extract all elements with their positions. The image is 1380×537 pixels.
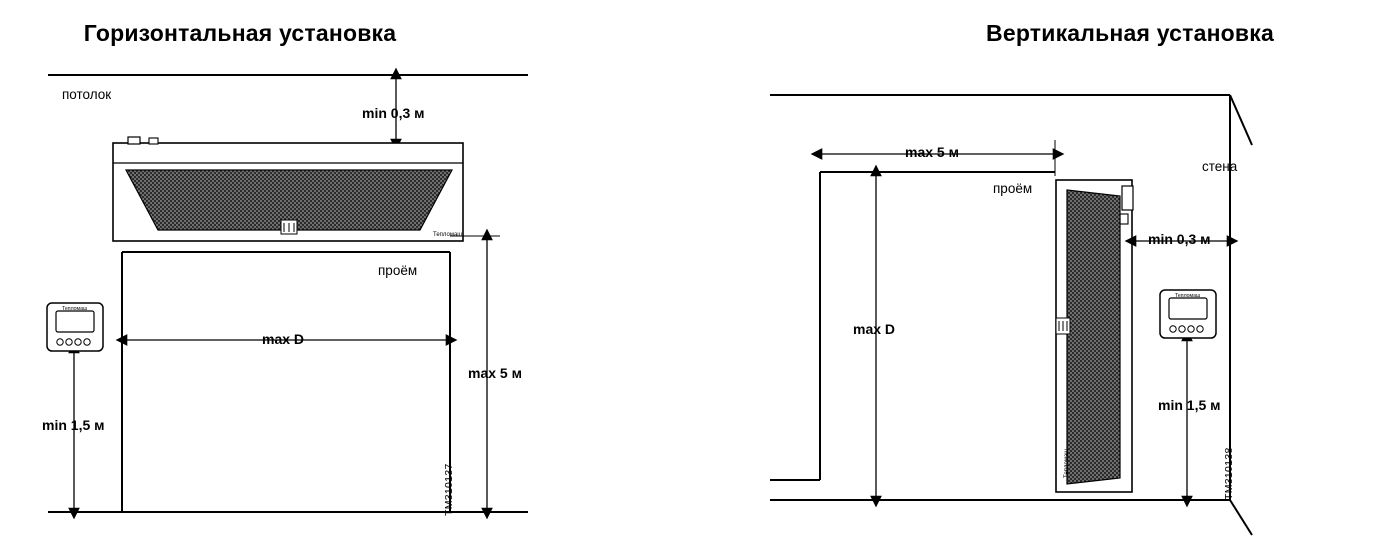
dimension-max-width: max 5 м: [905, 144, 959, 160]
dimension-max-d-right: max D: [853, 321, 896, 337]
dimension-min-top: min 0,3 м: [362, 105, 425, 121]
svg-text:Тепломаш: Тепломаш: [433, 232, 463, 238]
panel-title-horizontal: Горизонтальная установка: [83, 20, 397, 46]
drawing-code-right: TM310138: [1223, 447, 1235, 500]
svg-text:Тепломаш: Тепломаш: [62, 306, 88, 312]
svg-text:Тепломаш: Тепломаш: [1175, 293, 1201, 299]
label-opening-right: проём: [993, 181, 1033, 196]
label-opening-left: проём: [378, 263, 418, 278]
panel-title-vertical: Вертикальная установка: [986, 20, 1274, 46]
drawing-code-left: TM310137: [443, 463, 455, 516]
vertical-installation-panel: [690, 0, 1380, 537]
dimension-min-controller: min 1,5 м: [42, 417, 105, 433]
dimension-min-controller-right: min 1,5 м: [1158, 397, 1221, 413]
label-ceiling: потолок: [62, 87, 112, 102]
svg-text:Тепломаш: Тепломаш: [1064, 448, 1070, 478]
label-wall: стена: [1202, 159, 1238, 174]
dimension-max-d: max D: [262, 331, 305, 347]
vertical-installation-drawing: [690, 0, 1380, 537]
dimension-max-height: max 5 м: [468, 365, 522, 381]
dimension-min-side: min 0,3 м: [1148, 231, 1211, 247]
